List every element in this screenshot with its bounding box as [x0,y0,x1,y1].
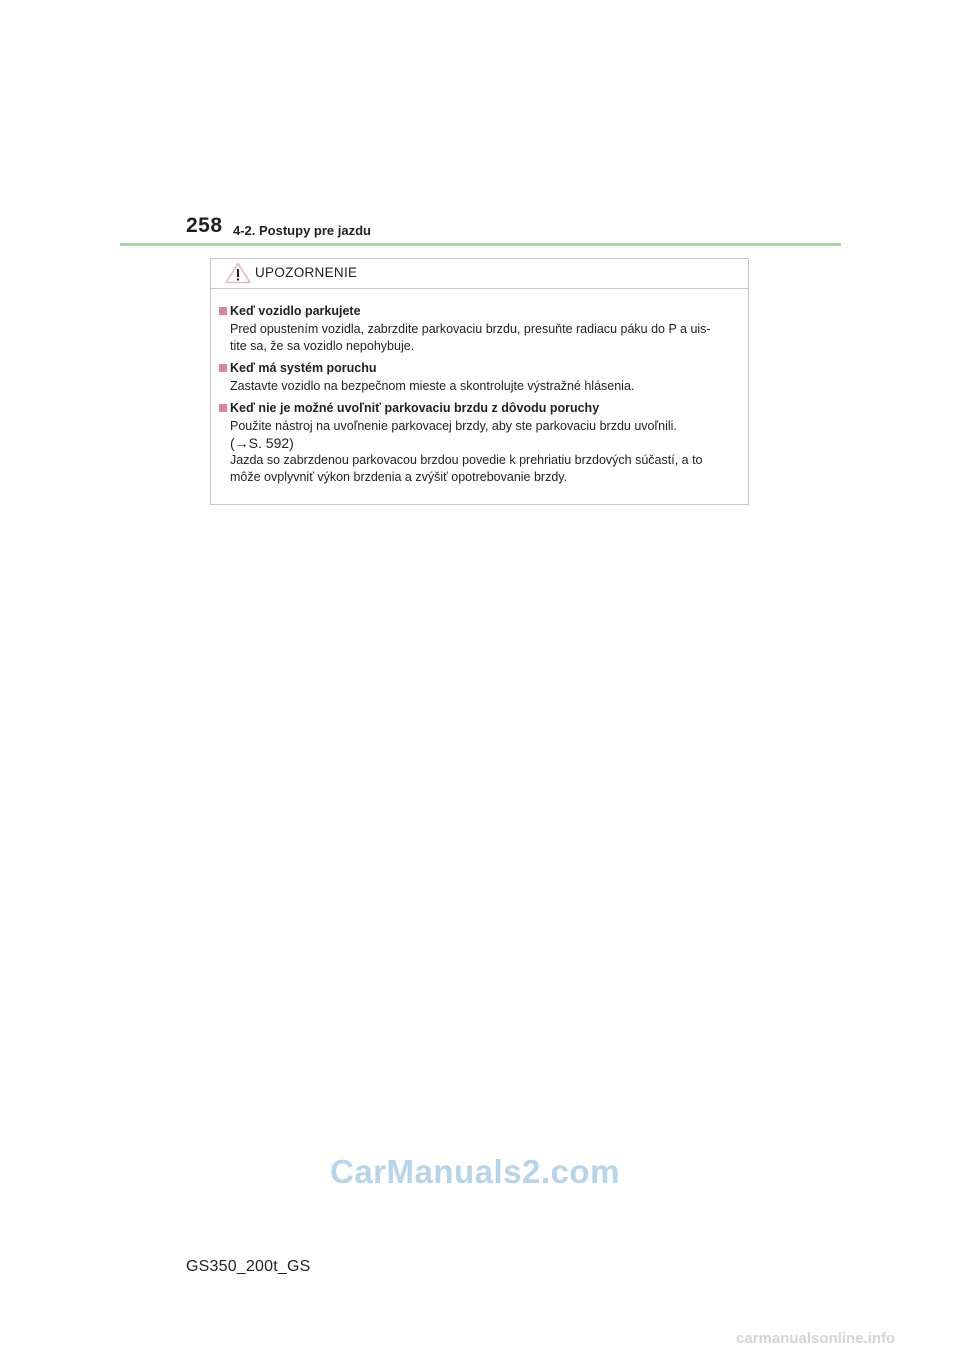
footer-code: GS350_200t_GS [186,1258,311,1275]
square-bullet-icon [219,404,227,412]
square-bullet-icon [219,364,227,372]
item-text: Použite nástroj na uvoľnenie parkovacej brzdy, aby ste parkovaciu brzdu uvoľnili. (→S. 592) Jazda so zabrzdenou parkovacou brzdou povedie k prehriatiu brzdových súčastí, a to môže ovplyvniť výkon brzdenia a zvýšiť opotrebovanie brzdy. [219,418,740,486]
warning-title: UPOZORNENIE [255,265,358,280]
warning-body [211,289,748,486]
item-text: Pred opustením vozidla, zabrzdite parkovaciu brzdu, presuňte radiacu páku do P a uis- tite sa, že sa vozidlo nepohybuje. [230,322,711,353]
square-bullet-icon [219,307,227,315]
warning-item-parking [219,302,740,355]
page-reference[interactable]: (→S. 592) [230,435,294,451]
watermark-carmanualsonline: carmanualsonline.info [736,1330,896,1347]
item-title: Keď má systém poruchu [230,361,377,375]
warning-box [210,258,749,505]
warning-item-malfunction [219,359,740,395]
item-title: Keď vozidlo parkujete [230,304,361,318]
warning-item-release-failure [219,399,740,486]
watermark-carmanuals2: CarManuals2.com [330,1153,620,1190]
warning-triangle-icon [225,262,251,284]
item-title: Keď nie je možné uvoľniť parkovaciu brzdu z dôvodu poruchy [230,401,600,415]
item-text: Zastavte vozidlo na bezpečnom mieste a skontrolujte výstražné hlásenia. [230,379,635,393]
page-number: 258 [186,214,223,237]
header-rule [120,243,841,246]
section-title: 4-2. Postupy pre jazdu [233,223,371,238]
warning-header [211,259,748,289]
